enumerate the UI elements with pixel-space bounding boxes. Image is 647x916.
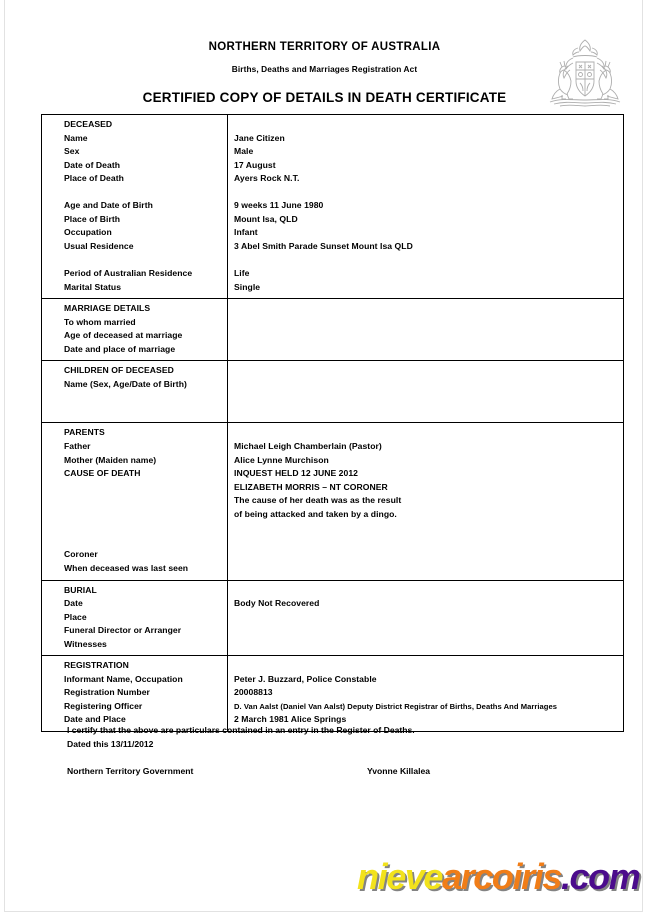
field-label: Date and place of marriage	[64, 343, 176, 354]
field-label: Place	[64, 611, 87, 622]
field-label: Name	[64, 132, 88, 143]
field-label: Witnesses	[64, 638, 107, 649]
section-burial	[42, 581, 623, 657]
field-value: Ayers Rock N.T.	[234, 173, 300, 184]
field-value: Alice Lynne Murchison	[234, 454, 329, 465]
field-label: Mother (Maiden name)	[64, 454, 157, 465]
signature-row	[67, 766, 587, 776]
logo-part-2: arcoiris	[442, 856, 561, 897]
field-value: Life	[234, 268, 250, 279]
marriage-labels	[42, 299, 228, 360]
section-heading: REGISTRATION	[64, 660, 129, 671]
field-value: 9 weeks 11 June 1980	[234, 200, 324, 211]
certification-block	[67, 723, 587, 751]
field-value: of being attacked and taken by a dingo.	[234, 508, 397, 519]
field-value: D. Van Aalst (Daniel Van Aalst) Deputy District Registrar of Births, Deaths And Marriages	[234, 701, 558, 711]
field-value: The cause of her death was as the result	[234, 495, 402, 506]
field-value: Single	[234, 281, 261, 292]
coat-of-arms-icon	[540, 36, 630, 112]
field-value: 20008813	[234, 687, 273, 698]
field-label: To whom married	[64, 316, 136, 327]
page-title: CERTIFIED COPY OF DETAILS IN DEATH CERTIFICATE	[142, 90, 507, 105]
section-parents-cause-of-death	[42, 423, 623, 580]
field-label: Registration Number	[64, 687, 150, 698]
registration-labels	[42, 656, 228, 731]
field-label: Place of Birth	[64, 213, 121, 224]
document-header	[5, 0, 644, 116]
field-value: INQUEST HELD 12 JUNE 2012	[234, 468, 358, 479]
logo-part-1: nieve	[357, 856, 443, 897]
field-label: Place of Death	[64, 173, 124, 184]
burial-values	[228, 581, 623, 656]
field-label: Usual Residence	[64, 240, 134, 251]
organisation-name: NORTHERN TERRITORY OF AUSTRALIA	[208, 41, 441, 53]
field-label: Coroner	[64, 549, 98, 560]
parents-labels	[42, 423, 228, 579]
field-label: Occupation	[64, 227, 112, 238]
field-label: CAUSE OF DEATH	[64, 468, 141, 479]
field-value: 2 March 1981 Alice Springs	[234, 714, 347, 725]
field-label: Funeral Director or Arranger	[64, 625, 182, 636]
parents-values	[228, 423, 623, 579]
field-value: Jane Citizen	[234, 132, 285, 143]
field-value: Male	[234, 146, 254, 157]
children-labels	[42, 361, 228, 422]
field-value: Body Not Recovered	[234, 598, 320, 609]
field-value: 17 August	[234, 159, 276, 170]
section-deceased	[42, 115, 623, 299]
act-subtitle: Births, Deaths and Marriages Registration Act	[231, 64, 418, 74]
field-label: Registering Officer	[64, 700, 143, 711]
section-registration	[42, 656, 623, 731]
field-label: When deceased was last seen	[64, 562, 189, 573]
field-label: Marital Status	[64, 281, 122, 292]
field-value: 3 Abel Smith Parade Sunset Mount Isa QLD	[234, 240, 413, 251]
deceased-labels	[42, 115, 228, 298]
field-value: Michael Leigh Chamberlain (Pastor)	[234, 441, 382, 452]
section-heading: CHILDREN OF DECEASED	[64, 365, 174, 376]
field-label: Date and Place	[64, 714, 126, 725]
section-marriage-details	[42, 299, 623, 361]
certificate-page	[4, 0, 643, 912]
certification-statement: I certify that the above are particulars contained in an entry in the Register of Deaths.	[67, 725, 415, 735]
field-value: Peter J. Buzzard, Police Constable	[234, 673, 377, 684]
field-label: Father	[64, 441, 91, 452]
field-label: Informant Name, Occupation	[64, 673, 183, 684]
certificate-details-table	[41, 114, 624, 732]
marriage-values	[228, 299, 623, 360]
section-heading: MARRIAGE DETAILS	[64, 303, 151, 314]
field-value: ELIZABETH MORRIS – NT CORONER	[234, 481, 388, 492]
field-label: Date of Death	[64, 159, 121, 170]
registration-values	[228, 656, 623, 731]
field-value: Mount Isa, QLD	[234, 213, 298, 224]
field-label: Period of Australian Residence	[64, 268, 193, 279]
certification-date: Dated this 13/11/2012	[67, 739, 154, 749]
signatory-name: Yvonne Killalea	[367, 766, 431, 776]
field-label: Age and Date of Birth	[64, 200, 153, 211]
field-label: Date	[64, 598, 83, 609]
section-heading: BURIAL	[64, 584, 97, 595]
children-values	[228, 361, 623, 422]
site-watermark-logo	[357, 856, 640, 897]
section-heading: DECEASED	[64, 119, 113, 129]
issuing-authority: Northern Territory Government	[67, 766, 194, 776]
field-label: Sex	[64, 146, 80, 157]
logo-part-3: .com	[560, 856, 640, 897]
section-heading: PARENTS	[64, 427, 105, 438]
field-value: Infant	[234, 227, 258, 238]
deceased-values	[228, 115, 623, 298]
field-label: Name (Sex, Age/Date of Birth)	[64, 378, 187, 389]
burial-labels	[42, 581, 228, 656]
section-children-of-deceased	[42, 361, 623, 423]
field-label: Age of deceased at marriage	[64, 330, 183, 341]
